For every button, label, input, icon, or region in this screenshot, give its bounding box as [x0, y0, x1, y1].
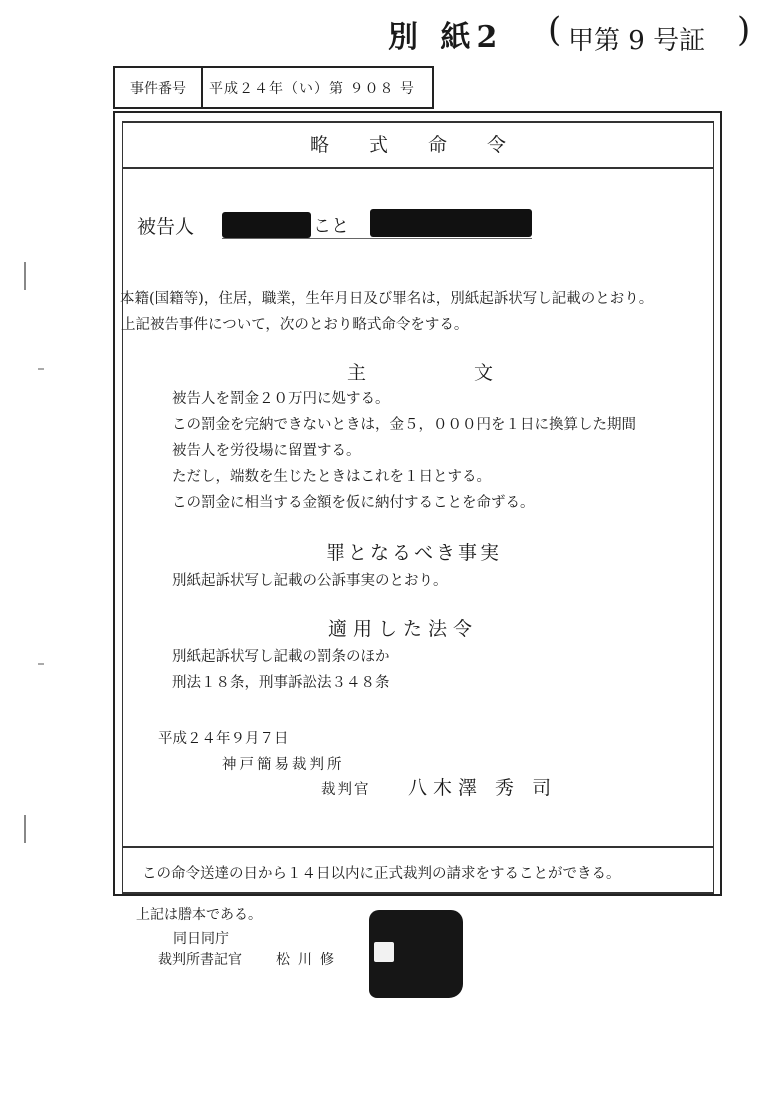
certification-line: 上記は謄本である。: [136, 907, 262, 923]
defendant-label: 被告人: [137, 216, 195, 238]
annex-title: 別 紙2: [388, 20, 504, 55]
case-number-value: 平成２４年（い）第 ９０８ 号: [209, 80, 415, 97]
law-line: 別紙起訴状写し記載の罰条のほか: [172, 649, 390, 665]
case-number-label: 事件番号: [115, 68, 203, 107]
margin-mark: [38, 368, 44, 370]
exhibit-paren-close: ): [737, 10, 751, 50]
intro-line: 上記被告事件について，次のとおり略式命令をする。: [121, 317, 469, 333]
defendant-underline: [222, 238, 532, 239]
judge-title: 裁判官: [321, 782, 371, 798]
redaction-bar: [370, 209, 532, 237]
margin-mark: [24, 262, 26, 290]
facts-heading: 罪となるべき事実: [326, 542, 503, 564]
order-date: 平成２４年９月７日: [158, 731, 289, 747]
case-number-box: [113, 66, 434, 109]
clerk-title: 裁判所書記官: [158, 952, 242, 968]
notice-divider: [122, 846, 714, 848]
appeal-notice: この命令送達の日から１４日以内に正式裁判の請求をすることができる。: [142, 866, 621, 882]
margin-mark: [24, 815, 26, 843]
main-text-line: ただし，端数を生じたときはこれを１日とする。: [172, 469, 491, 485]
law-heading: 適用した法令: [328, 618, 479, 640]
frame-top-rule: [122, 121, 714, 123]
law-line: 刑法１８条，刑事訴訟法３４８条: [172, 675, 390, 691]
clerk-name: 松川修: [276, 952, 342, 968]
court-name: 神戸簡易裁判所: [222, 757, 345, 773]
order-title: 略式命令: [310, 134, 547, 156]
seal-remnant: [374, 942, 394, 962]
margin-mark: [38, 663, 44, 665]
intro-line: 本籍(国籍等)，住居，職業，生年月日及び罪名は，別紙起訴状写し記載のとおり。: [120, 291, 654, 307]
main-text-line: 被告人を罰金２０万円に処する。: [172, 391, 390, 407]
judge-name: 八木澤 秀 司: [408, 777, 558, 799]
koto-text: こと: [313, 216, 349, 237]
certification-date: 同日同庁: [173, 931, 229, 947]
main-text-line: 被告人を労役場に留置する。: [172, 443, 361, 459]
exhibit-paren-open: (: [548, 10, 562, 50]
main-text-line: この罰金を完納できないときは，金５，０００円を１日に換算した期間: [172, 417, 636, 433]
exhibit-number: 甲第 9 号証: [568, 26, 706, 56]
title-divider: [122, 167, 714, 169]
main-text-heading: 主文: [347, 362, 602, 384]
frame-bottom-rule: [122, 892, 714, 894]
main-text-line: この罰金に相当する金額を仮に納付することを命ずる。: [172, 495, 535, 511]
redaction-bar: [222, 212, 311, 238]
facts-line: 別紙起訴状写し記載の公訴事実のとおり。: [172, 573, 448, 589]
